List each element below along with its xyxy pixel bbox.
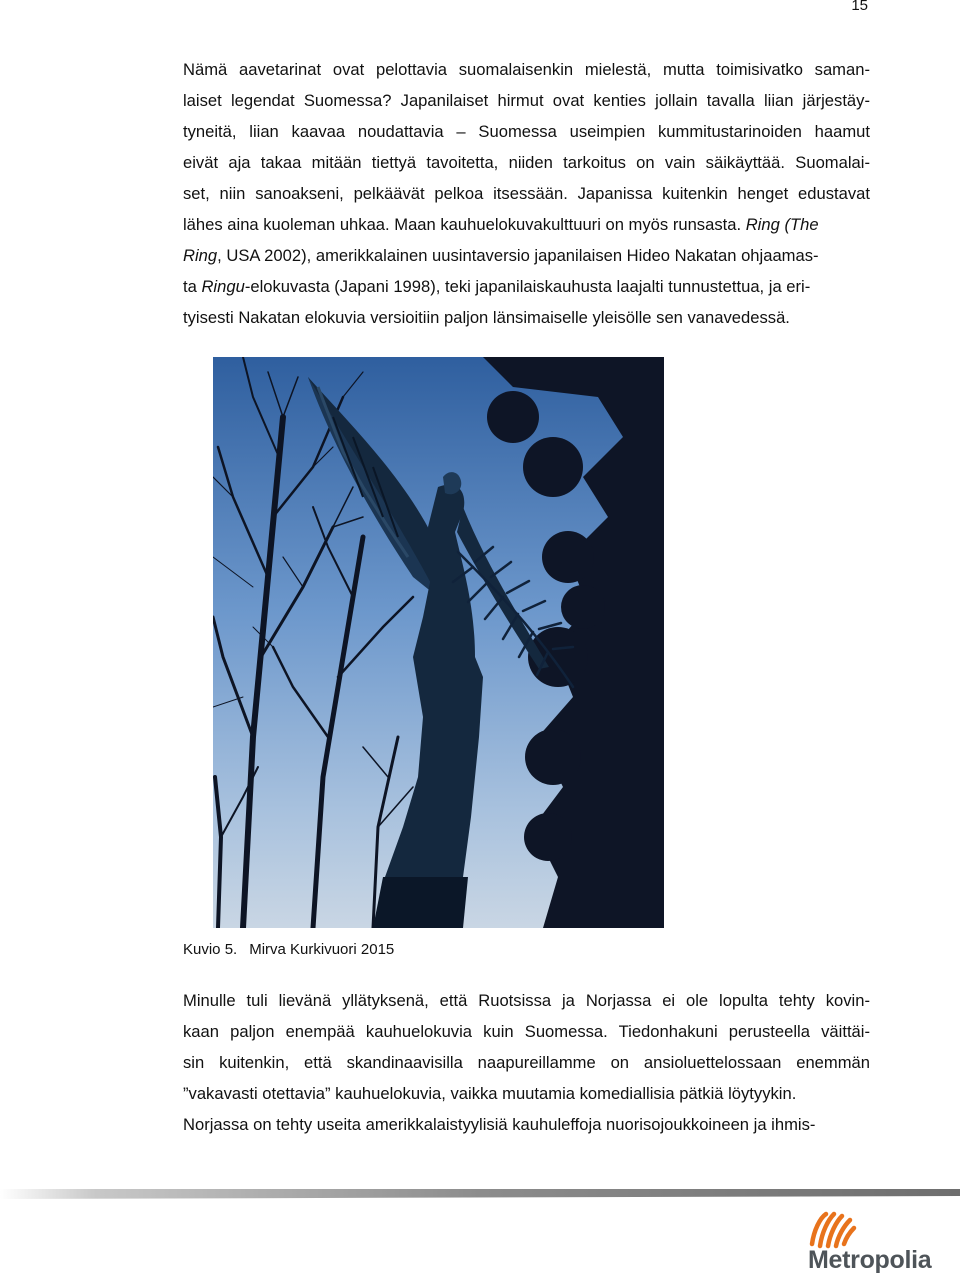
paragraph-line: sin kuitenkin, että skandinaavisilla naapureillamme on ansioluettelossaan enemmän xyxy=(183,1053,870,1072)
metropolia-logo-text: Metropolia xyxy=(808,1246,932,1274)
paragraph-line: Nämä aavetarinat ovat pelottavia suomalaisenkin mielestä, mutta toimisivatko saman- xyxy=(183,60,870,79)
paragraph-line-text: lähes aina kuoleman uhkaa. Maan kauhuelokuvakulttuuri on myös runsasta. xyxy=(183,215,742,234)
paragraph-1 xyxy=(183,54,870,333)
paragraph-line: laiset legendat Suomessa? Japanilaiset hirmut ovat kenties jollain tavalla liian järjestäy- xyxy=(183,91,870,110)
paragraph-line xyxy=(183,240,870,271)
paragraph-line xyxy=(183,271,870,302)
film-title-ring: Ring (The xyxy=(745,215,819,234)
paragraph-line: eivät aja takaa mitään tiettyä tavoitetta, niiden tarkoitus on vain säikäyttää. Suomalai- xyxy=(183,153,870,172)
paragraph-line-text: , USA 2002), amerikkalainen uusintaversio japanilaisen Hideo Nakatan ohjaamas- xyxy=(217,246,819,265)
paragraph-line: kaan paljon enempää kauhuelokuvia kuin Suomessa. Tiedonhakuni perusteella väittäi- xyxy=(183,1022,870,1041)
paragraph-line: Minulle tuli lievänä yllätyksenä, että Ruotsissa ja Norjassa ei ole lopulta tehty kovin- xyxy=(183,991,870,1010)
page-number: 15 xyxy=(851,0,868,14)
paragraph-2 xyxy=(183,985,870,1140)
paragraph-line: Norjassa on tehty useita amerikkalaistyylisiä kauhuleffoja nuorisojoukkoineen ja ihmis- xyxy=(183,1115,816,1134)
paragraph-line: tyisesti Nakatan elokuvia versioitiin paljon länsimaiselle yleisölle sen vanavedessä. xyxy=(183,308,790,327)
paragraph-line: set, niin sanoakseni, pelkäävät pelkoa itsessään. Japanissa kuitenkin henget edustavat xyxy=(183,184,870,203)
paragraph-line xyxy=(183,209,870,240)
paragraph-line-text: ta xyxy=(183,277,202,296)
footer-band xyxy=(0,1186,960,1202)
figure-caption xyxy=(183,940,394,960)
angel-statue-photo xyxy=(213,357,664,928)
film-title-ring-2: Ring xyxy=(183,246,218,265)
paragraph-line-text: -elokuvasta (Japani 1998), teki japanilaiskauhusta laajalti tunnustettua, ja eri- xyxy=(244,277,811,296)
paragraph-line: ”vakavasti otettavia” kauhuelokuvia, vaikka muutamia komediallisia pätkiä löytyykin. xyxy=(183,1084,797,1103)
paragraph-line: tyneitä, liian kaavaa noudattavia – Suomessa useimpien kummitustarinoiden haamut xyxy=(183,122,870,141)
caption-label: Kuvio 5. xyxy=(183,941,238,958)
film-title-ringu: Ringu xyxy=(201,277,245,296)
caption-text: Mirva Kurkivuori 2015 xyxy=(249,941,395,958)
